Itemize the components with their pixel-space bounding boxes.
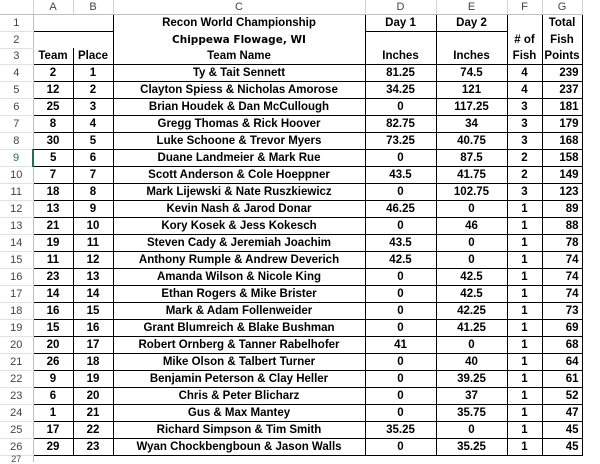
team-cell[interactable]: 11 bbox=[33, 252, 73, 269]
table-row bbox=[0, 150, 582, 167]
place-cell[interactable]: 3 bbox=[73, 99, 113, 116]
total-points-cell[interactable]: 179 bbox=[542, 116, 582, 133]
team-cell[interactable]: 13 bbox=[33, 201, 73, 218]
inches-day2-cell[interactable]: 0 bbox=[436, 235, 507, 252]
total-points-cell[interactable]: 68 bbox=[542, 337, 582, 354]
fish-count-cell[interactable]: 4 bbox=[507, 82, 542, 99]
inches-day1-cell[interactable]: 43.5 bbox=[365, 167, 436, 184]
row-number[interactable]: 7 bbox=[0, 116, 33, 133]
inches-day1-header[interactable]: Inches bbox=[365, 48, 436, 65]
row-number[interactable]: 18 bbox=[0, 303, 33, 320]
total-points-cell[interactable]: 45 bbox=[542, 422, 582, 439]
inches-day1-cell[interactable]: 41 bbox=[365, 337, 436, 354]
inches-day1-cell[interactable]: 82.75 bbox=[365, 116, 436, 133]
table-row bbox=[0, 218, 582, 235]
day2-header[interactable]: Day 2 bbox=[436, 15, 507, 32]
empty-cell[interactable] bbox=[507, 456, 542, 463]
inches-day1-cell[interactable]: 35.25 bbox=[365, 422, 436, 439]
team-name-cell[interactable]: Wyan Chockbengboun & Jason Walls bbox=[113, 439, 365, 456]
team-name-cell[interactable]: Benjamin Peterson & Clay Heller bbox=[113, 371, 365, 388]
place-cell[interactable]: 11 bbox=[73, 235, 113, 252]
inches-day2-cell[interactable]: 102.75 bbox=[436, 184, 507, 201]
fish-count-cell[interactable]: 3 bbox=[507, 184, 542, 201]
location-subtitle[interactable]: Chippewa Flowage, WI bbox=[113, 32, 365, 49]
place-cell[interactable]: 8 bbox=[73, 184, 113, 201]
team-cell[interactable]: 21 bbox=[33, 218, 73, 235]
team-cell[interactable]: 23 bbox=[33, 269, 73, 286]
inches-day1-cell[interactable]: 0 bbox=[365, 354, 436, 371]
fish-count-cell[interactable]: 1 bbox=[507, 252, 542, 269]
team-name-cell[interactable]: Mark & Adam Follenweider bbox=[113, 303, 365, 320]
column-header-e[interactable]: E bbox=[436, 0, 507, 15]
row-number[interactable]: 6 bbox=[0, 99, 33, 116]
inches-day2-cell[interactable]: 42.25 bbox=[436, 303, 507, 320]
team-cell[interactable]: 30 bbox=[33, 133, 73, 150]
table-row bbox=[0, 422, 582, 439]
total-points-cell[interactable]: 237 bbox=[542, 82, 582, 99]
row-number[interactable]: 16 bbox=[0, 269, 33, 286]
fish-header[interactable]: Fish bbox=[542, 32, 582, 49]
fish-count-cell[interactable]: 1 bbox=[507, 388, 542, 405]
team-name-cell[interactable]: Robert Ornberg & Tanner Rabelhofer bbox=[113, 337, 365, 354]
team-cell[interactable]: 18 bbox=[33, 184, 73, 201]
table-row bbox=[0, 235, 582, 252]
inches-day1-cell[interactable]: 0 bbox=[365, 150, 436, 167]
table-row bbox=[0, 269, 582, 286]
team-name-cell[interactable]: Duane Landmeier & Mark Rue bbox=[113, 150, 365, 167]
table-row bbox=[0, 337, 582, 354]
team-cell[interactable]: 12 bbox=[33, 82, 73, 99]
total-points-cell[interactable]: 158 bbox=[542, 150, 582, 167]
fish-count-header[interactable]: Fish bbox=[507, 48, 542, 65]
fish-count-cell[interactable]: 1 bbox=[507, 405, 542, 422]
place-cell[interactable]: 7 bbox=[73, 167, 113, 184]
fish-count-cell[interactable]: 4 bbox=[507, 65, 542, 82]
place-cell[interactable]: 6 bbox=[73, 150, 113, 167]
place-cell[interactable]: 16 bbox=[73, 320, 113, 337]
place-cell[interactable]: 22 bbox=[73, 422, 113, 439]
team-name-cell[interactable]: Kevin Nash & Jarod Donar bbox=[113, 201, 365, 218]
inches-day2-cell[interactable]: 0 bbox=[436, 201, 507, 218]
team-name-cell[interactable]: Kory Kosek & Jess Kokesch bbox=[113, 218, 365, 235]
inches-day1-cell[interactable]: 42.5 bbox=[365, 252, 436, 269]
points-header[interactable]: Points bbox=[542, 48, 582, 65]
table-row bbox=[0, 99, 582, 116]
team-name-cell[interactable]: Mike Olson & Talbert Turner bbox=[113, 354, 365, 371]
fish-count-cell[interactable]: 1 bbox=[507, 422, 542, 439]
total-points-cell[interactable]: 123 bbox=[542, 184, 582, 201]
place-cell[interactable]: 13 bbox=[73, 269, 113, 286]
team-cell[interactable]: 5 bbox=[33, 150, 73, 167]
inches-day1-cell[interactable]: 0 bbox=[365, 184, 436, 201]
empty-cell[interactable] bbox=[73, 456, 113, 463]
place-cell[interactable]: 19 bbox=[73, 371, 113, 388]
partial-row bbox=[0, 456, 582, 463]
row-number[interactable]: 10 bbox=[0, 167, 33, 184]
team-cell[interactable]: 17 bbox=[33, 422, 73, 439]
column-header-c[interactable]: C bbox=[113, 0, 365, 15]
total-points-cell[interactable]: 239 bbox=[542, 65, 582, 82]
sheet-row-3 bbox=[0, 48, 582, 65]
place-cell[interactable]: 4 bbox=[73, 116, 113, 133]
fish-count-cell[interactable]: 1 bbox=[507, 235, 542, 252]
inches-day1-cell[interactable]: 0 bbox=[365, 218, 436, 235]
total-points-cell[interactable]: 74 bbox=[542, 269, 582, 286]
row-number[interactable]: 27 bbox=[0, 456, 33, 463]
total-points-cell[interactable]: 45 bbox=[542, 439, 582, 456]
cell-b1[interactable] bbox=[73, 15, 113, 32]
cell-a1[interactable] bbox=[33, 15, 73, 32]
total-points-cell[interactable]: 74 bbox=[542, 252, 582, 269]
row-number[interactable]: 25 bbox=[0, 422, 33, 439]
team-name-cell[interactable]: Mark Lijewski & Nate Ruszkiewicz bbox=[113, 184, 365, 201]
team-name-cell[interactable]: Ty & Tait Sennett bbox=[113, 65, 365, 82]
team-name-cell[interactable]: Amanda Wilson & Nicole King bbox=[113, 269, 365, 286]
row-number[interactable]: 13 bbox=[0, 218, 33, 235]
team-name-cell[interactable]: Richard Simpson & Tim Smith bbox=[113, 422, 365, 439]
team-name-header[interactable]: Team Name bbox=[113, 48, 365, 65]
inches-day2-cell[interactable]: 40.75 bbox=[436, 133, 507, 150]
team-name-cell[interactable]: Brian Houdek & Dan McCullough bbox=[113, 99, 365, 116]
row-number[interactable]: 19 bbox=[0, 320, 33, 337]
team-cell[interactable]: 9 bbox=[33, 371, 73, 388]
row-number[interactable]: 17 bbox=[0, 286, 33, 303]
inches-day2-cell[interactable]: 117.25 bbox=[436, 99, 507, 116]
row-number[interactable]: 14 bbox=[0, 235, 33, 252]
column-header-row bbox=[0, 0, 582, 15]
table-row bbox=[0, 201, 582, 218]
column-header-g[interactable]: G bbox=[542, 0, 582, 15]
place-cell[interactable]: 1 bbox=[73, 65, 113, 82]
team-name-cell[interactable]: Chris & Peter Blicharz bbox=[113, 388, 365, 405]
select-all-corner[interactable] bbox=[0, 0, 33, 15]
total-points-cell[interactable]: 52 bbox=[542, 388, 582, 405]
fish-count-cell[interactable]: 1 bbox=[507, 439, 542, 456]
cell-b2[interactable] bbox=[73, 32, 113, 49]
place-cell[interactable]: 5 bbox=[73, 133, 113, 150]
inches-day2-cell[interactable]: 39.25 bbox=[436, 371, 507, 388]
inches-day1-cell[interactable]: 0 bbox=[365, 269, 436, 286]
inches-day2-cell[interactable]: 34 bbox=[436, 116, 507, 133]
row-number[interactable]: 2 bbox=[0, 32, 33, 49]
team-name-cell[interactable]: Clayton Spiess & Nicholas Amorose bbox=[113, 82, 365, 99]
table-row bbox=[0, 65, 582, 82]
inches-day1-cell[interactable]: 0 bbox=[365, 286, 436, 303]
total-points-cell[interactable]: 69 bbox=[542, 320, 582, 337]
total-points-cell[interactable]: 149 bbox=[542, 167, 582, 184]
row-number[interactable]: 20 bbox=[0, 337, 33, 354]
inches-day2-cell[interactable]: 42.5 bbox=[436, 269, 507, 286]
fish-count-cell[interactable]: 1 bbox=[507, 269, 542, 286]
team-name-cell[interactable]: Anthony Rumple & Andrew Deverich bbox=[113, 252, 365, 269]
fish-count-cell[interactable]: 1 bbox=[507, 354, 542, 371]
table-row bbox=[0, 116, 582, 133]
sheet-row-1 bbox=[0, 15, 582, 32]
fish-count-cell[interactable]: 1 bbox=[507, 303, 542, 320]
row-number[interactable]: 23 bbox=[0, 388, 33, 405]
inches-day1-cell[interactable]: 46.25 bbox=[365, 201, 436, 218]
team-cell[interactable]: 14 bbox=[33, 286, 73, 303]
inches-day2-cell[interactable]: 41.75 bbox=[436, 167, 507, 184]
inches-day2-cell[interactable]: 87.5 bbox=[436, 150, 507, 167]
inches-day1-cell[interactable]: 0 bbox=[365, 320, 436, 337]
place-cell[interactable]: 2 bbox=[73, 82, 113, 99]
total-header[interactable]: Total bbox=[542, 15, 582, 32]
team-cell[interactable]: 26 bbox=[33, 354, 73, 371]
empty-cell[interactable] bbox=[365, 456, 436, 463]
row-number[interactable]: 22 bbox=[0, 371, 33, 388]
row-number[interactable]: 3 bbox=[0, 48, 33, 65]
place-cell[interactable]: 23 bbox=[73, 439, 113, 456]
total-points-cell[interactable]: 73 bbox=[542, 303, 582, 320]
team-cell[interactable]: 19 bbox=[33, 235, 73, 252]
row-number[interactable]: 9 bbox=[0, 150, 33, 167]
inches-day1-cell[interactable]: 0 bbox=[365, 371, 436, 388]
team-name-cell[interactable]: Gregg Thomas & Rick Hoover bbox=[113, 116, 365, 133]
team-name-cell[interactable]: Scott Anderson & Cole Hoeppner bbox=[113, 167, 365, 184]
fish-count-cell[interactable]: 2 bbox=[507, 150, 542, 167]
fish-count-cell[interactable]: 1 bbox=[507, 201, 542, 218]
table-row bbox=[0, 320, 582, 337]
row-number[interactable]: 26 bbox=[0, 439, 33, 456]
total-points-cell[interactable]: 47 bbox=[542, 405, 582, 422]
place-cell[interactable]: 12 bbox=[73, 252, 113, 269]
table-row bbox=[0, 167, 582, 184]
table-row bbox=[0, 82, 582, 99]
empty-cell[interactable] bbox=[113, 456, 365, 463]
place-cell[interactable]: 9 bbox=[73, 201, 113, 218]
inches-day1-cell[interactable]: 0 bbox=[365, 99, 436, 116]
column-header-f[interactable]: F bbox=[507, 0, 542, 15]
inches-day1-cell[interactable]: 81.25 bbox=[365, 65, 436, 82]
team-cell[interactable]: 25 bbox=[33, 99, 73, 116]
place-cell[interactable]: 14 bbox=[73, 286, 113, 303]
row-number[interactable]: 1 bbox=[0, 15, 33, 32]
championship-title[interactable]: Recon World Championship bbox=[113, 15, 365, 32]
fish-count-cell[interactable]: 1 bbox=[507, 218, 542, 235]
table-row bbox=[0, 354, 582, 371]
cell-e2[interactable] bbox=[436, 32, 507, 49]
inches-day2-cell[interactable]: 74.5 bbox=[436, 65, 507, 82]
total-points-cell[interactable]: 89 bbox=[542, 201, 582, 218]
inches-day1-cell[interactable]: 73.25 bbox=[365, 133, 436, 150]
team-header[interactable]: Team bbox=[33, 48, 73, 65]
team-cell[interactable]: 2 bbox=[33, 65, 73, 82]
inches-day2-cell[interactable]: 35.75 bbox=[436, 405, 507, 422]
row-number[interactable]: 11 bbox=[0, 184, 33, 201]
inches-day1-cell[interactable]: 0 bbox=[365, 303, 436, 320]
place-cell[interactable]: 18 bbox=[73, 354, 113, 371]
team-name-cell[interactable]: Grant Blumreich & Blake Bushman bbox=[113, 320, 365, 337]
inches-day2-header[interactable]: Inches bbox=[436, 48, 507, 65]
place-header[interactable]: Place bbox=[73, 48, 113, 65]
empty-cell[interactable] bbox=[436, 456, 507, 463]
fish-count-cell[interactable]: 3 bbox=[507, 116, 542, 133]
inches-day2-cell[interactable]: 46 bbox=[436, 218, 507, 235]
fish-count-cell[interactable]: 1 bbox=[507, 286, 542, 303]
total-points-cell[interactable]: 181 bbox=[542, 99, 582, 116]
table-row bbox=[0, 388, 582, 405]
day1-header[interactable]: Day 1 bbox=[365, 15, 436, 32]
row-number[interactable]: 4 bbox=[0, 65, 33, 82]
inches-day2-cell[interactable]: 0 bbox=[436, 252, 507, 269]
column-header-b[interactable]: B bbox=[73, 0, 113, 15]
row-number[interactable]: 8 bbox=[0, 133, 33, 150]
place-cell[interactable]: 10 bbox=[73, 218, 113, 235]
row-number[interactable]: 24 bbox=[0, 405, 33, 422]
inches-day1-cell[interactable]: 43.5 bbox=[365, 235, 436, 252]
total-points-cell[interactable]: 78 bbox=[542, 235, 582, 252]
table-row bbox=[0, 133, 582, 150]
team-name-cell[interactable]: Gus & Max Mantey bbox=[113, 405, 365, 422]
column-header-a[interactable]: A bbox=[33, 0, 73, 15]
inches-day1-cell[interactable]: 34.25 bbox=[365, 82, 436, 99]
team-cell[interactable]: 16 bbox=[33, 303, 73, 320]
row-number[interactable]: 21 bbox=[0, 354, 33, 371]
fish-count-cell[interactable]: 3 bbox=[507, 133, 542, 150]
team-name-cell[interactable]: Steven Cady & Jeremiah Joachim bbox=[113, 235, 365, 252]
inches-day1-cell[interactable]: 0 bbox=[365, 439, 436, 456]
total-points-cell[interactable]: 61 bbox=[542, 371, 582, 388]
empty-cell[interactable] bbox=[542, 456, 582, 463]
place-cell[interactable]: 20 bbox=[73, 388, 113, 405]
total-points-cell[interactable]: 168 bbox=[542, 133, 582, 150]
row-number[interactable]: 12 bbox=[0, 201, 33, 218]
table-row bbox=[0, 371, 582, 388]
total-points-cell[interactable]: 64 bbox=[542, 354, 582, 371]
fish-count-cell[interactable]: 2 bbox=[507, 167, 542, 184]
row-number[interactable]: 5 bbox=[0, 82, 33, 99]
num-of-header[interactable]: # of bbox=[507, 32, 542, 49]
fish-count-cell[interactable]: 1 bbox=[507, 337, 542, 354]
cell-a2[interactable] bbox=[33, 32, 73, 49]
team-cell[interactable]: 8 bbox=[33, 116, 73, 133]
inches-day2-cell[interactable]: 41.25 bbox=[436, 320, 507, 337]
table-row bbox=[0, 405, 582, 422]
empty-cell[interactable] bbox=[33, 456, 73, 463]
team-cell[interactable]: 20 bbox=[33, 337, 73, 354]
cell-d2[interactable] bbox=[365, 32, 436, 49]
column-header-d[interactable]: D bbox=[365, 0, 436, 15]
table-row bbox=[0, 252, 582, 269]
inches-day2-cell[interactable]: 121 bbox=[436, 82, 507, 99]
row-number[interactable]: 15 bbox=[0, 252, 33, 269]
total-points-cell[interactable]: 74 bbox=[542, 286, 582, 303]
cell-f1[interactable] bbox=[507, 15, 542, 32]
inches-day2-cell[interactable]: 0 bbox=[436, 337, 507, 354]
table-row bbox=[0, 286, 582, 303]
fish-count-cell[interactable]: 1 bbox=[507, 371, 542, 388]
place-cell[interactable]: 21 bbox=[73, 405, 113, 422]
team-cell[interactable]: 7 bbox=[33, 167, 73, 184]
sheet-row-2 bbox=[0, 32, 582, 49]
inches-day1-cell[interactable]: 0 bbox=[365, 388, 436, 405]
inches-day2-cell[interactable]: 37 bbox=[436, 388, 507, 405]
team-cell[interactable]: 1 bbox=[33, 405, 73, 422]
table-row bbox=[0, 184, 582, 201]
table-row bbox=[0, 439, 582, 456]
fish-count-cell[interactable]: 1 bbox=[507, 320, 542, 337]
table-row bbox=[0, 303, 582, 320]
fish-count-cell[interactable]: 3 bbox=[507, 99, 542, 116]
inches-day2-cell[interactable]: 40 bbox=[436, 354, 507, 371]
place-cell[interactable]: 15 bbox=[73, 303, 113, 320]
team-cell[interactable]: 6 bbox=[33, 388, 73, 405]
team-cell[interactable]: 29 bbox=[33, 439, 73, 456]
team-cell[interactable]: 15 bbox=[33, 320, 73, 337]
inches-day2-cell[interactable]: 0 bbox=[436, 422, 507, 439]
team-name-cell[interactable]: Luke Schoone & Trevor Myers bbox=[113, 133, 365, 150]
inches-day1-cell[interactable]: 0 bbox=[365, 405, 436, 422]
total-points-cell[interactable]: 88 bbox=[542, 218, 582, 235]
team-name-cell[interactable]: Ethan Rogers & Mike Brister bbox=[113, 286, 365, 303]
place-cell[interactable]: 17 bbox=[73, 337, 113, 354]
inches-day2-cell[interactable]: 35.25 bbox=[436, 439, 507, 456]
inches-day2-cell[interactable]: 42.5 bbox=[436, 286, 507, 303]
